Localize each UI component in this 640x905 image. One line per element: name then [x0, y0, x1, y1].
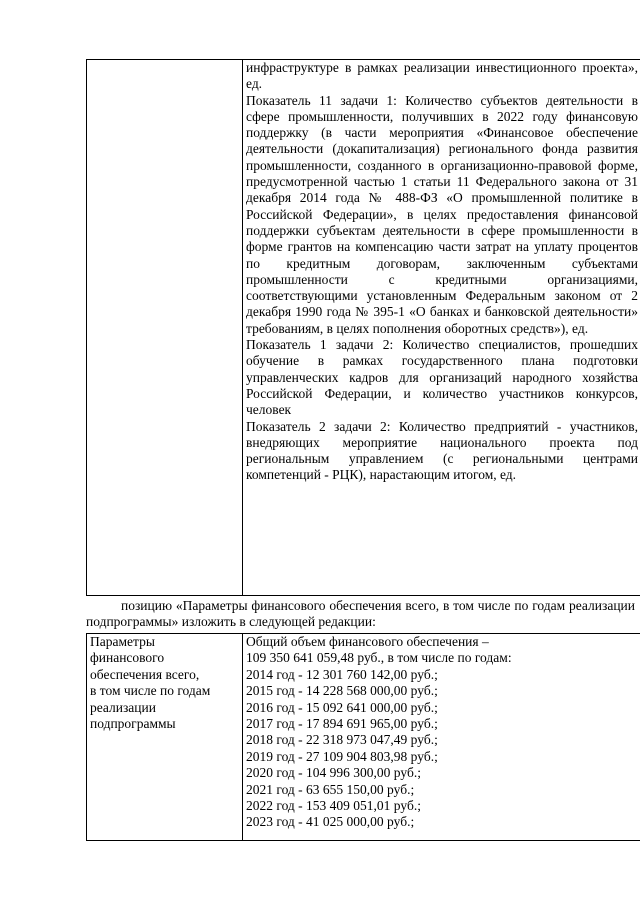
financing-table: [86, 633, 640, 841]
label-line: в том числе по годам: [90, 683, 211, 699]
table-cell-right: [243, 60, 640, 596]
financing-year-line: 2022 год - 153 409 051,01 руб.;: [246, 798, 421, 814]
financing-year-line: 2015 год - 14 228 568 000,00 руб.;: [246, 683, 438, 699]
table-row: [87, 60, 640, 596]
financing-line: 109 350 641 059,48 руб., в том числе по годам:: [246, 650, 512, 666]
indicator-paragraph: Показатель 1 задачи 2: Количество специалистов, прошедших обучение в рамках государственного плана подготовки управленческих кадров для организаций народного хозяйства Российской Федерации, и количество участников конкурсов, человек: [246, 337, 638, 418]
financing-line: Общий объем финансового обеспечения –: [246, 634, 489, 649]
financing-year-line: 2018 год - 22 318 973 047,49 руб.;: [246, 732, 438, 748]
label-line: финансового: [90, 650, 165, 666]
financing-year-line: 2021 год - 63 655 150,00 руб.;: [246, 781, 415, 797]
label-line: подпрограммы: [90, 716, 176, 732]
financing-label-cell: [87, 634, 243, 841]
label-line: Параметры: [90, 634, 155, 649]
financing-year-line: 2019 год - 27 109 904 803,98 руб.;: [246, 748, 438, 764]
indicator-paragraph: Показатель 2 задачи 2: Количество предприятий - участников, внедряющих мероприятие национального проекта под региональным управлением (с региональными центрами компетенций - РЦК), нарастающим итогом, ед.: [246, 418, 638, 483]
financing-year-line: 2016 год - 15 092 641 000,00 руб.;: [246, 699, 438, 715]
label-line: обеспечения всего,: [90, 666, 200, 682]
financing-year-line: 2014 год - 12 301 760 142,00 руб.;: [246, 666, 438, 682]
financing-year-line: 2020 год - 104 996 300,00 руб.;: [246, 765, 421, 781]
indicator-paragraph: инфраструктуре в рамках реализации инвестиционного проекта», ед.: [246, 60, 638, 92]
label-line: реализации: [90, 699, 156, 715]
table-row: [87, 634, 640, 841]
indicators-table: [86, 59, 640, 596]
financing-year-line: 2017 год - 17 894 691 965,00 руб.;: [246, 716, 438, 732]
table-cell-left: [87, 60, 243, 596]
indicator-paragraph: Показатель 11 задачи 1: Количество субъектов деятельности в сфере промышленности, получивших в 2022 году финансовую поддержку (в части мероприятия «Финансовое обеспечение деятельности (докапитализация) регионального фонда развития промышленности, созданного в организационно-правовой форме, предусмотренной частью 1 статьи 11 Федерального закона от 31 декабря 2014 года № 488-ФЗ «О промышленной политике в Российской Федерации», в целях предоставления финансовой поддержки субъектам деятельности в сфере промышленности в форме грантов на компенсацию части затрат на уплату процентов по кредитным договорам, заключенным субъектами промышленности с кредитными организациями, соответствующими установленным Федеральным законом от 2 декабря 1990 года № 395-1 «О банках и банковской деятельности» требованиям, в целях пополнения оборотных средств»), ед.: [246, 92, 638, 336]
financing-year-line: 2023 год - 41 025 000,00 руб.;: [246, 814, 415, 830]
financing-value-cell: [243, 634, 640, 841]
instruction-paragraph: позицию «Параметры финансового обеспечения всего, в том числе по годам реализации подпрограммы» изложить в следующей редакции:: [86, 598, 635, 630]
